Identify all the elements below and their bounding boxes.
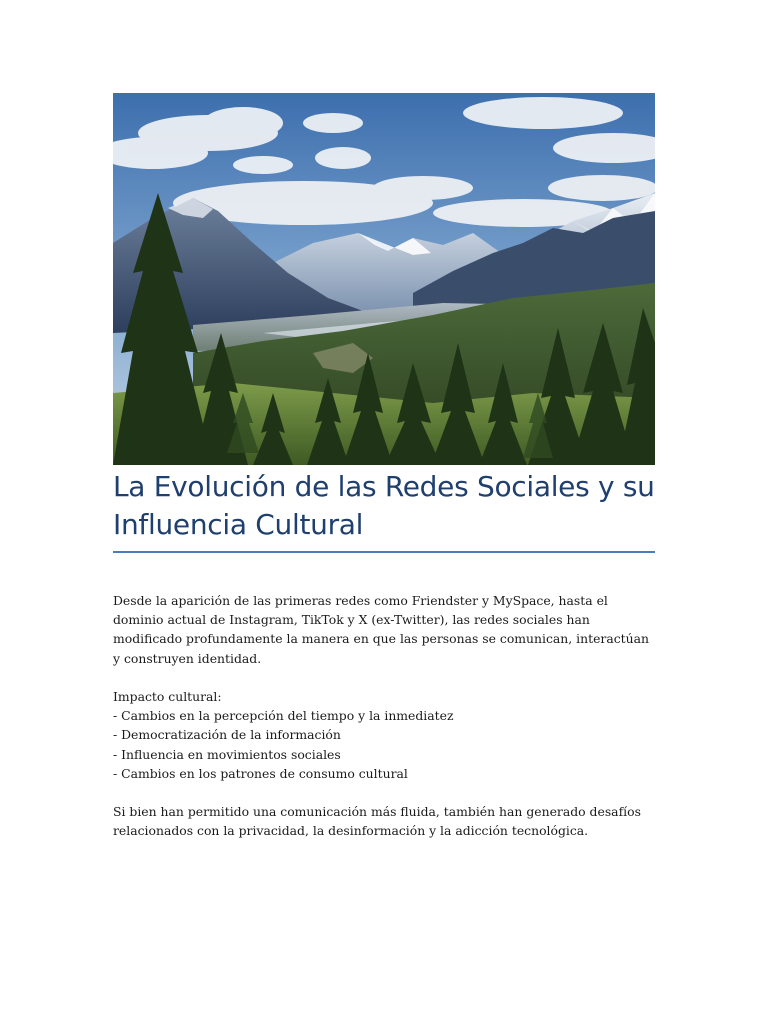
mountain-landscape-image [113,93,655,465]
impact-list-item: - Influencia en movimientos sociales [113,746,341,762]
impact-list-item: - Cambios en la percepción del tiempo y la inmediatez [113,708,454,724]
impact-list-item: - Cambios en los patrones de consumo cultural [113,765,408,781]
document-body [113,591,655,841]
conclusion-paragraph: Si bien han permitido una comunicación más fluida, también han generado desafíos relacionados con la privacidad, la desinformación y la adicción tecnológica. [113,804,641,839]
title-underline-divider [113,551,655,553]
document-title: La Evolución de las Redes Sociales y su Influencia Cultural [113,470,655,541]
intro-paragraph: Desde la aparición de las primeras redes como Friendster y MySpace, hasta el dominio actual de Instagram, TikTok y X (ex-Twitter), las redes sociales han modificado profundamente la manera en que las personas se comunican, interactúan y construyen identidad. [113,593,649,666]
impact-list-item: - Democratización de la información [113,727,341,743]
impact-heading: Impacto cultural: [113,689,222,704]
impact-section [113,687,655,783]
